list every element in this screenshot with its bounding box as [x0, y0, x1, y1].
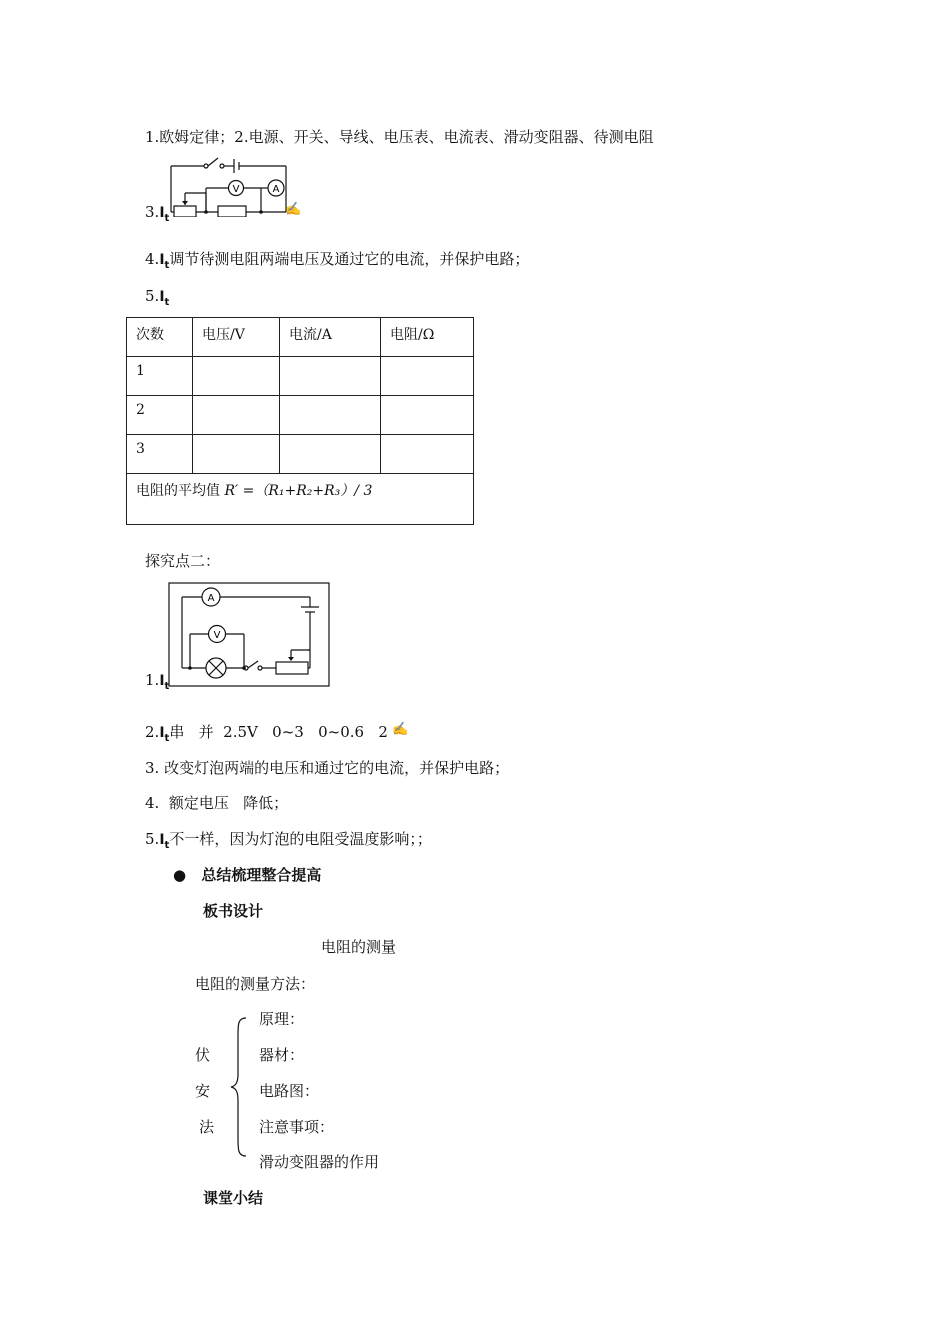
bullet-icon: ●: [173, 866, 187, 884]
method-char-1: 伏: [195, 1046, 211, 1064]
ammeter-label: A: [207, 593, 215, 604]
item-equipment: 器材：: [259, 1046, 305, 1064]
item-notes: 注意事项：: [259, 1118, 335, 1136]
row-number: 2: [127, 396, 193, 435]
method-char-2: 安: [195, 1082, 211, 1100]
header-voltage: 电压/V: [193, 318, 280, 357]
center-title: 电阻的测量: [321, 938, 397, 956]
table-cell[interactable]: [193, 435, 280, 474]
pen-mark-icon: ✍: [285, 202, 302, 217]
answer-line-3: $3.I_t$: [145, 203, 170, 224]
voltmeter-label: V: [232, 184, 240, 195]
header-current: 电流/A: [280, 318, 381, 357]
table-cell[interactable]: [381, 396, 474, 435]
table-average-row: [127, 474, 474, 525]
summary-title: 总结梳理整合提高: [201, 866, 322, 884]
part2-line-4: 4. 额定电压 降低；: [145, 794, 289, 812]
table-cell[interactable]: [280, 357, 381, 396]
table-cell[interactable]: [381, 357, 474, 396]
table-header-row: [127, 318, 474, 357]
measurement-table: [126, 317, 474, 525]
answer-line-4: $4.I_t$调节待测电阻两端电压及通过它的电流，并保护电路；: [145, 250, 530, 271]
item-circuit: 电路图：: [259, 1082, 320, 1100]
row-number: 1: [127, 357, 193, 396]
average-formula: R′ =（R₁+R₂+R₃）/ 3: [224, 483, 373, 499]
answer-line-5: $5.I_t$: [145, 287, 170, 308]
class-summary-title: 课堂小结: [203, 1189, 264, 1207]
table-cell[interactable]: [280, 396, 381, 435]
pen-mark-icon: ✍: [392, 722, 409, 737]
method-char-3: 法: [199, 1118, 215, 1136]
part2-line-1: $1.I_t$: [145, 671, 170, 692]
item-rheostat: 滑动变阻器的作用: [259, 1153, 380, 1171]
ammeter-label: A: [272, 184, 280, 195]
table-row: [127, 435, 474, 474]
methods-label: 电阻的测量方法：: [195, 975, 316, 993]
summary-heading: [173, 865, 321, 885]
table-row: [127, 357, 474, 396]
table-cell[interactable]: [381, 435, 474, 474]
header-resistance: 电阻/Ω: [381, 318, 474, 357]
circuit-diagram-1: [166, 155, 301, 217]
item-principle: 原理：: [259, 1010, 305, 1028]
header-count: 次数: [127, 318, 193, 357]
row-number: 3: [127, 435, 193, 474]
part2-line-3: 3. 改变灯泡两端的电压和通过它的电流，并保护电路；: [145, 759, 510, 777]
voltmeter-label: V: [213, 630, 221, 641]
part2-line-5: $5.I_t$不一样，因为灯泡的电阻受温度影响；；: [145, 830, 432, 851]
curly-brace: [230, 1016, 250, 1158]
part2-line-2: $2.I_t$串 并 2.5V 0~3 0~0.6 2: [145, 723, 388, 744]
board-design-title: 板书设计: [203, 902, 264, 920]
table-cell[interactable]: [280, 435, 381, 474]
average-label: 电阻的平均值: [136, 483, 220, 499]
table-cell[interactable]: [193, 396, 280, 435]
table-cell[interactable]: [193, 357, 280, 396]
table-row: [127, 396, 474, 435]
circuit-diagram-2: [168, 582, 330, 687]
section-heading-2: 探究点二：: [145, 552, 221, 570]
answer-line-1: 1.欧姆定律；2.电源、开关、导线、电压表、电流表、滑动变阻器、待测电阻: [145, 128, 654, 146]
average-cell: [127, 474, 474, 525]
